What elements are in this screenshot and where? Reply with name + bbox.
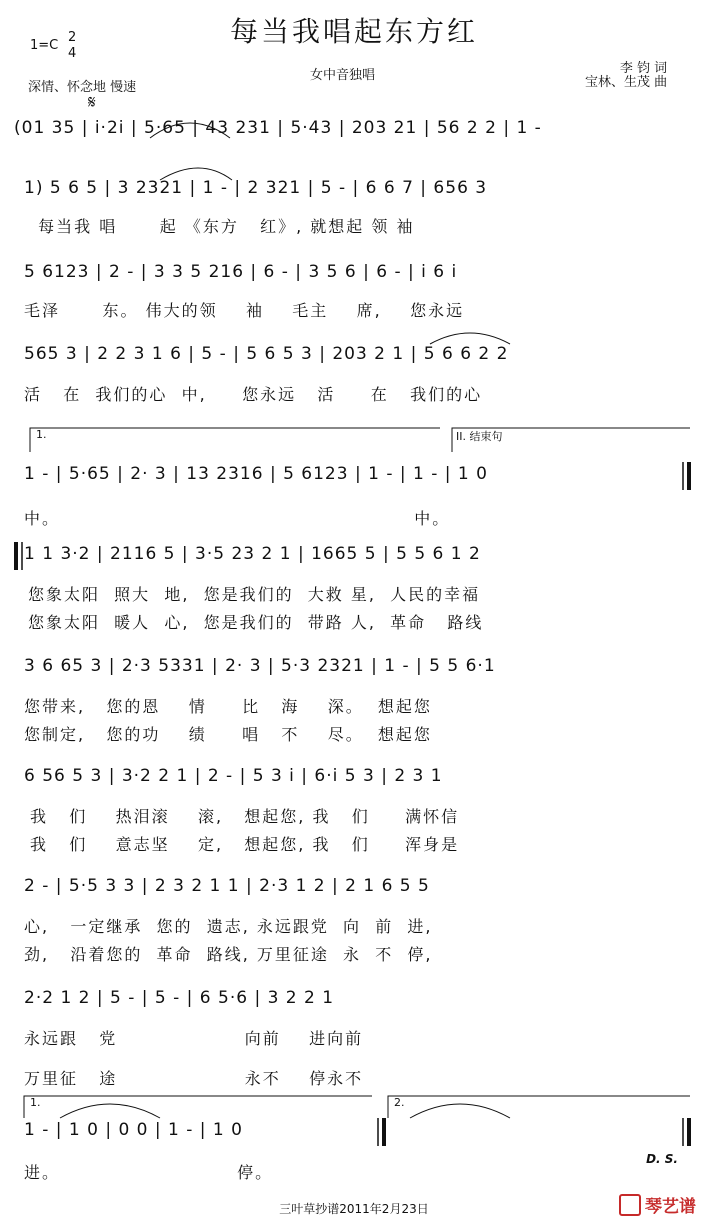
notation-row-1: (01 35 | i·2i | 5·65 | 43 231 | 5·43 | 203 21 | 56 2 2 | 1 - <box>14 118 542 138</box>
lyrics-row-7a: 您带来, 您的恩 情 比 海 深。 想起您 <box>24 697 432 716</box>
tempo-mark: 深情、怀念地 慢速 <box>28 80 137 95</box>
notation-row-5: 1 - | 5·65 | 2· 3 | 13 2316 | 5 6123 | 1 - | 1 - | 1 0 <box>24 464 488 484</box>
segno-sign: 𝄋 <box>88 92 96 113</box>
logo-text: 琴艺谱 <box>645 1197 696 1217</box>
lyrics-row-8a: 我 们 热泪滚 滚, 想起您, 我 们 满怀信 <box>30 807 460 826</box>
volta-2-label: II. 结束句 <box>456 430 503 443</box>
page-title: 每当我唱起东方红 <box>229 15 478 48</box>
time-sig-bottom: 4 <box>68 46 77 61</box>
lyrics-row-3: 毛泽 东。 伟大的领 袖 毛主 席, 您永远 <box>24 301 465 320</box>
volta-b1-bracket <box>24 1096 372 1118</box>
lyrics-row-8b: 我 们 意志坚 定, 想起您, 我 们 浑身是 <box>30 835 460 854</box>
volta-b2-label: 2. <box>394 1096 405 1109</box>
volta-1-label: 1. <box>36 428 47 441</box>
volta-b1-label: 1. <box>30 1096 41 1109</box>
volta-b2-bracket <box>388 1096 690 1118</box>
notation-row-9: 2 - | 5·5 3 3 | 2 3 2 1 1 | 2·3 1 2 | 2 1 6 5 5 <box>24 876 430 896</box>
notation-row-8: 6 56 5 3 | 3·2 2 1 | 2 - | 5 3 i | 6·i 5 3 | 2 3 1 <box>24 766 443 786</box>
notation-row-4: 565 3 | 2 2 3 1 6 | 5 - | 5 6 5 3 | 203 2 1 | 5 6 6 2 2 <box>24 344 509 364</box>
volta-1-bracket <box>30 428 440 452</box>
lyrics-row-4: 活 在 我们的心 中, 您永远 活 在 我们的心 <box>24 385 483 404</box>
time-sig-top: 2 <box>68 30 77 45</box>
lyrics-row-5: 中。 中。 <box>24 509 451 528</box>
key-label: 1=C <box>30 38 59 53</box>
lyrics-row-6b: 您象太阳 暖人 心, 您是我们的 带路 人, 革命 路线 <box>28 613 484 632</box>
notation-row-6: 1 1 3·2 | 2116 5 | 3·5 23 2 1 | 1665 5 | 5 5 6 1 2 <box>24 544 481 564</box>
volta-2-bracket <box>452 428 690 452</box>
lyrics-row-10b: 万里征 途 永不 停永不 <box>24 1069 364 1088</box>
performance-note: 女中音独唱 <box>310 68 376 83</box>
notation-row-11: 1 - | 1 0 | 0 0 | 1 - | 1 0 <box>24 1120 243 1140</box>
lyrics-row-2: 每当我 唱 起 《东方 红》, 就想起 领 袖 <box>24 217 415 236</box>
composer-credit: 宝林、生茂 曲 <box>585 75 668 90</box>
lyrics-row-6a: 您象太阳 照大 地, 您是我们的 大救 星, 人民的幸福 <box>28 585 481 604</box>
notation-row-10: 2·2 1 2 | 5 - | 5 - | 6 5·6 | 3 2 2 1 <box>24 988 335 1008</box>
notation-row-3: 5 6123 | 2 - | 3 3 5 216 | 6 - | 3 5 6 | 6 - | i 6 i <box>24 262 458 282</box>
dal-segno-mark: D. S. <box>646 1152 678 1166</box>
copyist-footer: 三叶草抄谱2011年2月23日 <box>279 1202 429 1216</box>
lyrics-row-9a: 心, 一定继承 您的 遗志, 永远跟党 向 前 进, <box>24 917 433 936</box>
lyrics-row-11: 进。 停。 <box>24 1163 274 1182</box>
notation-row-2: 1) 5 6 5 | 3 2321 | 1 - | 2 321 | 5 - | 6 6 7 | 656 3 <box>24 178 488 198</box>
lyrics-row-7b: 您制定, 您的功 绩 唱 不 尽。 想起您 <box>24 725 432 744</box>
lyrics-row-9b: 劲, 沿着您的 革命 路线, 万里征途 永 不 停, <box>24 945 433 964</box>
lyricist-credit: 李 钧 词 <box>619 61 668 76</box>
notation-row-7: 3 6 65 3 | 2·3 5331 | 2· 3 | 5·3 2321 | 1 - | 5 5 6·1 <box>24 656 496 676</box>
lyrics-row-10a: 永远跟 党 向前 进向前 <box>24 1029 364 1048</box>
